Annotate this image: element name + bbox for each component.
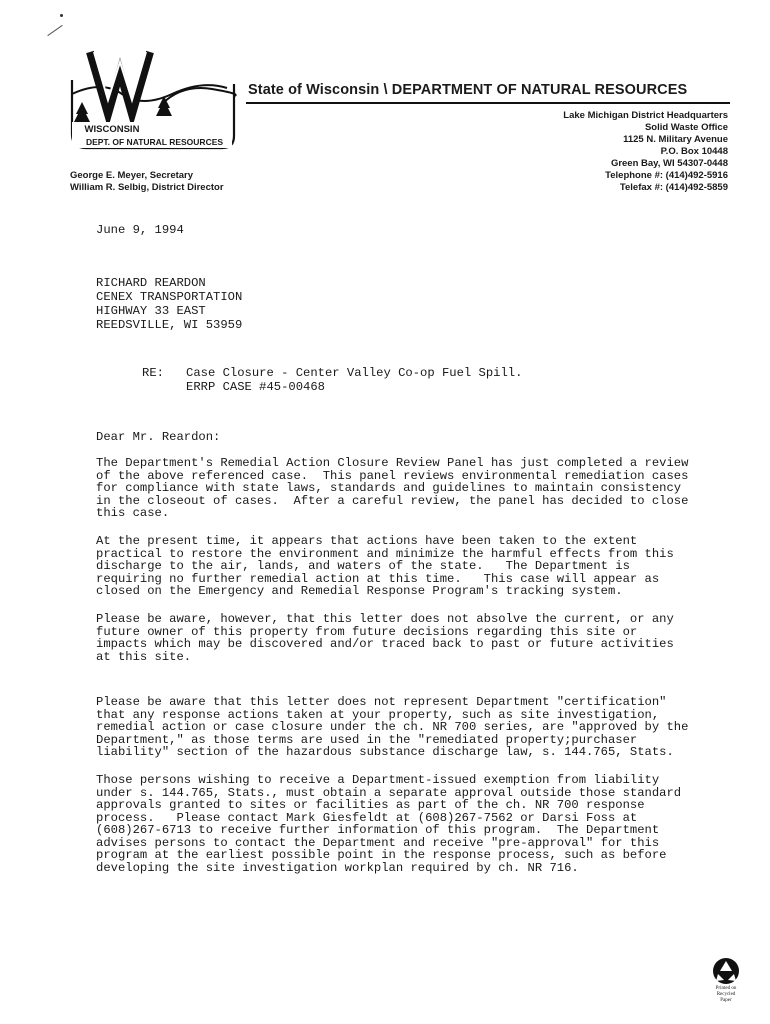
recipient-line: REEDSVILLE, WI 53959 bbox=[96, 318, 243, 332]
body-line: Please be aware that this letter does not represent Department "certification" bbox=[96, 695, 667, 709]
telefax-line: Telefax #: (414)492-5859 bbox=[619, 182, 728, 193]
body-line: advises persons to contact the Department and receive "pre-approval" for this bbox=[96, 835, 660, 850]
body-line: of the above referenced case. This panel reviews environmental remediation cases bbox=[96, 468, 689, 483]
secretary-name: George E. Meyer, Secretary bbox=[70, 170, 194, 181]
body-line: closed on the Emergency and Remedial Response Program's tracking system. bbox=[96, 584, 623, 598]
telephone-line: Telephone #: (414)492-5916 bbox=[605, 170, 728, 181]
body-line: The Department's Remedial Action Closure Review Panel has just completed a review bbox=[96, 456, 689, 470]
recipient-block bbox=[96, 276, 242, 332]
re-label: RE: bbox=[142, 366, 164, 380]
body-line: that any response actions taken at your property, such as site investigation, bbox=[96, 707, 660, 722]
body-line: (608)267-6713 to receive further information of this program. The Department bbox=[96, 823, 660, 837]
body-line: liability" section of the hazardous substance discharge law, s. 144.765, Stats. bbox=[96, 745, 674, 759]
body-line: requiring no further remedial action at this time. This case will appear as bbox=[96, 571, 660, 586]
body-line: process. Please contact Mark Giesfeldt at (608)267-7562 or Darsi Foss at bbox=[96, 810, 638, 825]
body-line: at this site. bbox=[96, 649, 192, 664]
salutation: Dear Mr. Reardon: bbox=[96, 430, 221, 444]
recipient-line: HIGHWAY 33 EAST bbox=[96, 304, 206, 318]
agency-title: State of Wisconsin \ DEPARTMENT OF NATURAL RESOURCES bbox=[248, 82, 688, 98]
district-director-name: William R. Selbig, District Director bbox=[70, 182, 224, 193]
recycle-caption-1: Printed on bbox=[715, 986, 737, 991]
recycle-icon bbox=[708, 956, 744, 986]
recycle-caption-3: Paper bbox=[720, 998, 732, 1003]
body-line: discharge to the air, lands, and waters of the state. The Department is bbox=[96, 559, 630, 573]
dnr-logo bbox=[62, 44, 242, 156]
body-line: Department," as those terms are used in the "remediated property;purchaser bbox=[96, 732, 638, 747]
body-line: Please be aware, however, that this letter does not absolve the current, or any bbox=[96, 612, 674, 626]
recycle-caption-2: Recycled bbox=[716, 992, 736, 997]
body-line: program at the earliest possible point in the response process, such as before bbox=[96, 848, 667, 862]
address-line: P.O. Box 10448 bbox=[660, 146, 728, 157]
recipient-line: RICHARD REARDON bbox=[96, 276, 206, 290]
logo-text-dept: DEPT. OF NATURAL RESOURCES bbox=[85, 137, 224, 147]
body-line: At the present time, it appears that actions have been taken to the extent bbox=[96, 534, 638, 548]
body-paragraph-1 bbox=[96, 456, 689, 520]
body-line: future owner of this property from future decisions regarding this site or bbox=[96, 624, 638, 639]
address-line: Green Bay, WI 54307-0448 bbox=[610, 158, 728, 169]
body-line: approvals granted to sites or facilities as part of the ch. NR 700 response bbox=[96, 798, 645, 812]
body-paragraph-4 bbox=[96, 695, 689, 759]
re-case-number: ERRP CASE #45-00468 bbox=[186, 380, 325, 394]
body-line: this case. bbox=[96, 506, 170, 520]
body-paragraph-3 bbox=[96, 613, 686, 663]
recycled-paper-mark bbox=[708, 956, 744, 1012]
body-line: remedial action or case closure under the ch. NR 700 series, are "approved by the bbox=[96, 720, 689, 734]
body-line: for compliance with state laws, standards and guidelines to maintain consistency bbox=[96, 481, 682, 495]
body-line: under s. 144.765, Stats., must obtain a separate approval outside those standard bbox=[96, 785, 682, 800]
body-paragraph-2 bbox=[96, 535, 686, 598]
body-line: developing the site investigation workplan required by ch. NR 716. bbox=[96, 860, 579, 875]
body-line: practical to restore the environment and minimize the harmful effects from this bbox=[96, 546, 674, 561]
address-line: Solid Waste Office bbox=[644, 122, 728, 133]
body-paragraph-5 bbox=[96, 774, 686, 874]
recipient-line: CENEX TRANSPORTATION bbox=[96, 290, 243, 304]
re-subject: Case Closure - Center Valley Co-op Fuel Spill. bbox=[186, 366, 523, 380]
address-line: Lake Michigan District Headquarters bbox=[563, 110, 728, 121]
address-line: 1125 N. Military Avenue bbox=[623, 134, 728, 145]
letter-date: June 9, 1994 bbox=[96, 223, 184, 237]
scan-speck bbox=[60, 14, 63, 17]
body-line: impacts which may be discovered and/or traced back to past or future activities bbox=[96, 637, 674, 651]
office-address bbox=[430, 110, 728, 194]
logo-text-wisconsin: WISCONSIN bbox=[84, 124, 140, 135]
body-line: Those persons wishing to receive a Department-issued exemption from liability bbox=[96, 773, 660, 787]
scan-mark bbox=[47, 25, 62, 36]
title-rule bbox=[246, 102, 730, 104]
body-line: in the closeout of cases. After a careful review, the panel has decided to close bbox=[96, 493, 689, 508]
